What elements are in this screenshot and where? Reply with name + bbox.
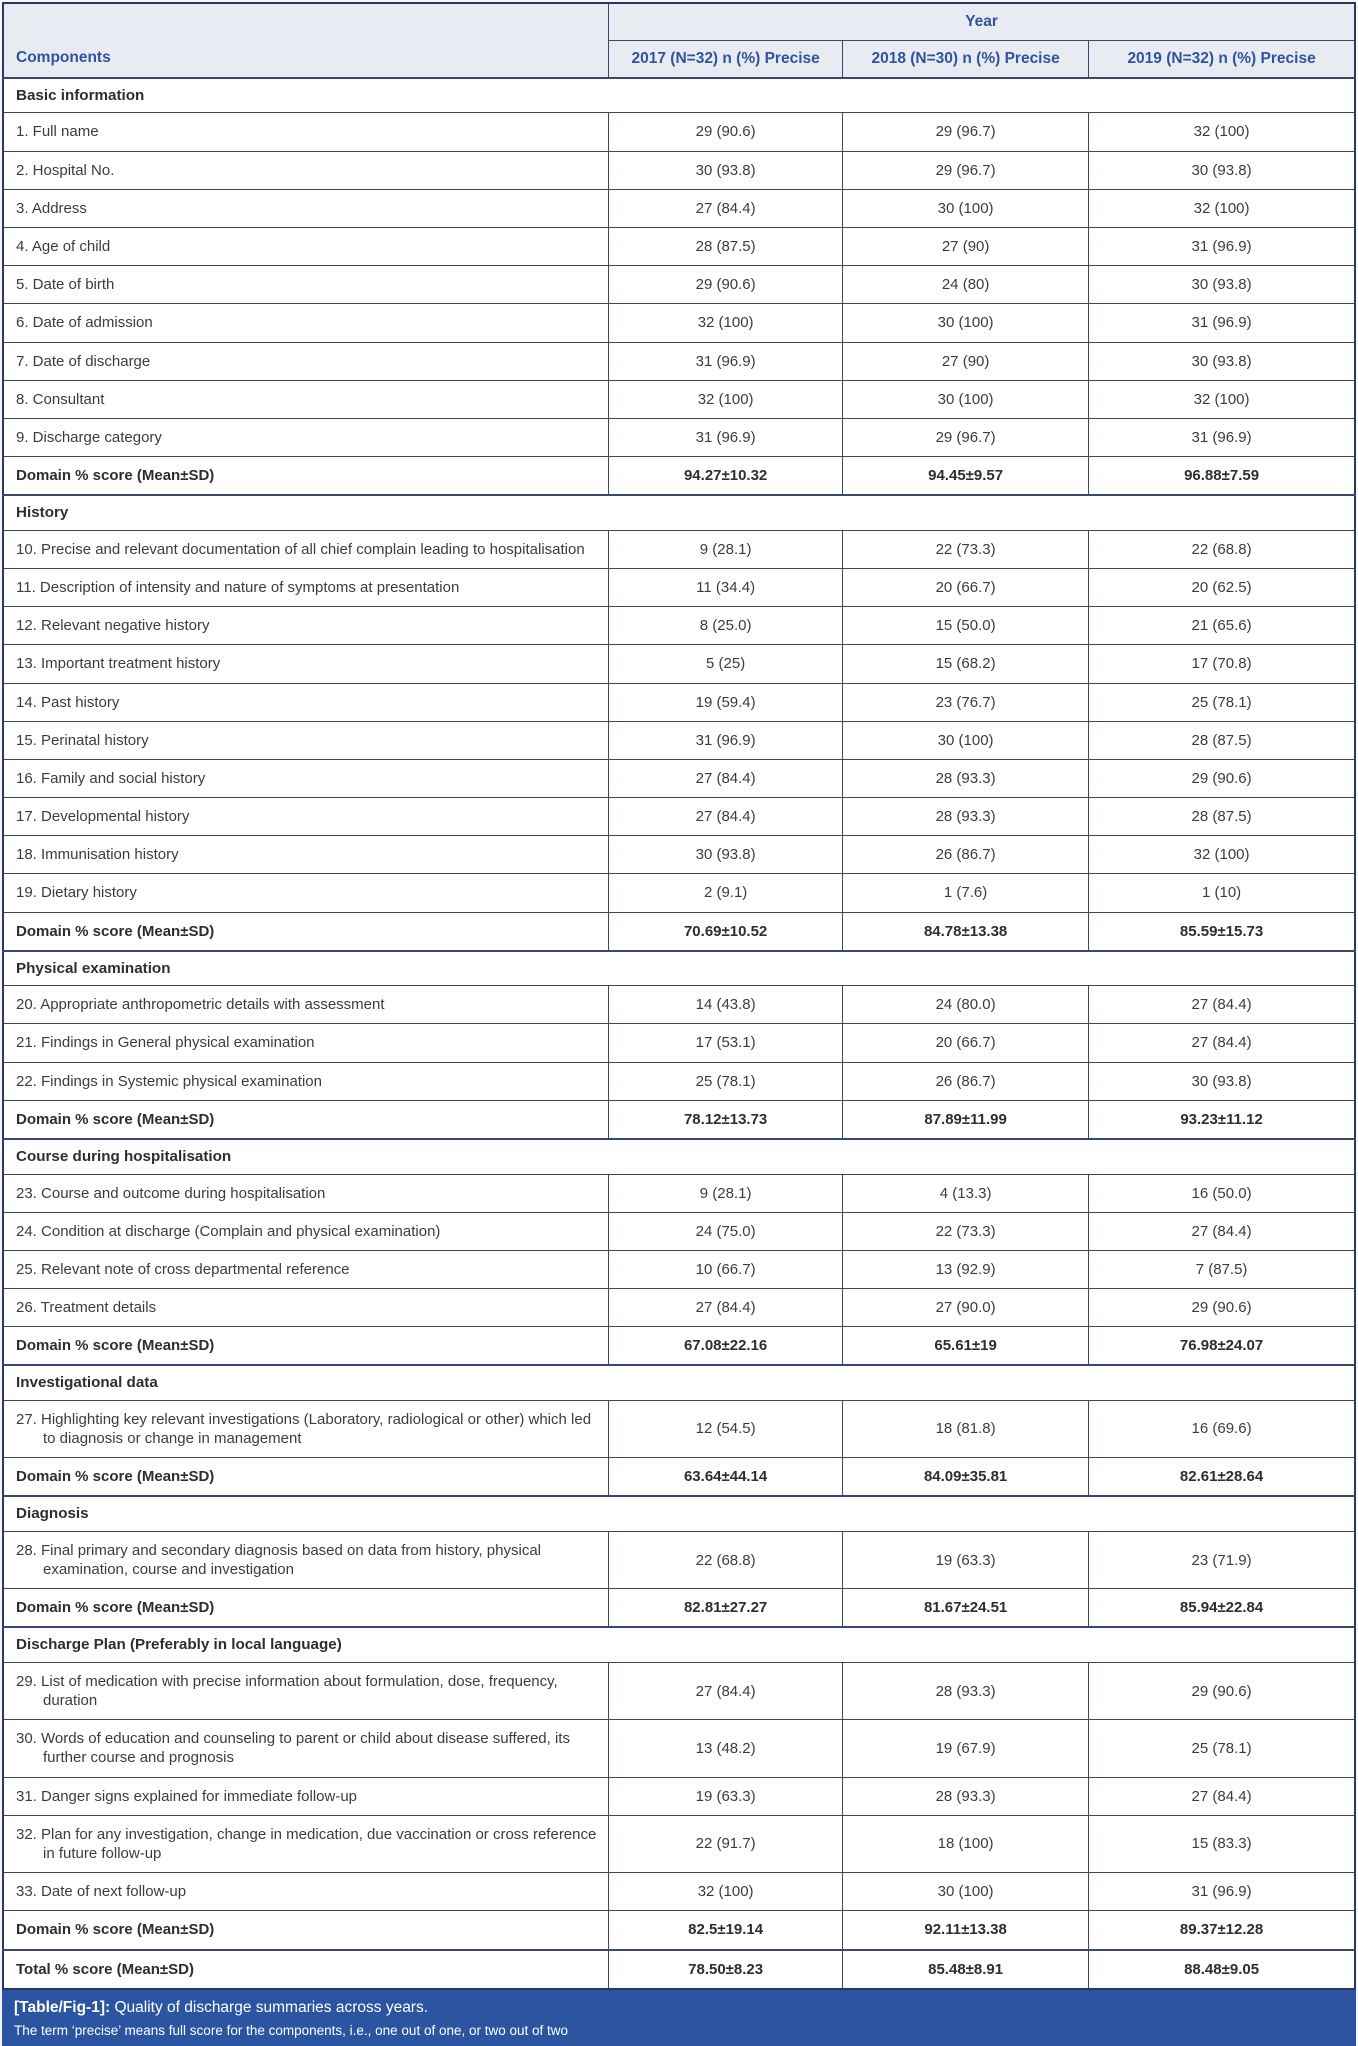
component-label: 26. Treatment details [16,1299,157,1317]
component-cell [3,228,609,266]
value-cell: 19 (63.3) [843,1531,1089,1588]
value-cell: 32 (100) [1089,836,1355,874]
table-caption-bar [2,1990,1356,2046]
value-cell: 32 (100) [609,380,843,418]
component-label: 25. Relevant note of cross departmental reference [16,1260,350,1278]
domain-score-value: 92.11±13.38 [843,1911,1089,1950]
domain-score-label: Domain % score (Mean±SD) [3,1100,609,1139]
domain-score-value: 76.98±24.07 [1089,1327,1355,1366]
component-label: 10. Precise and relevant documentation of all chief complain leading to hospitalisation [16,540,585,558]
domain-score-row [3,1589,1355,1628]
component-cell [3,645,609,683]
value-cell: 26 (86.7) [843,836,1089,874]
value-cell: 19 (59.4) [609,683,843,721]
table-row [3,986,1355,1024]
component-cell [3,1873,609,1911]
domain-score-value: 94.45±9.57 [843,457,1089,496]
domain-score-value: 84.78±13.38 [843,912,1089,951]
value-cell: 18 (81.8) [843,1400,1089,1457]
value-cell: 22 (73.3) [843,1212,1089,1250]
value-cell: 30 (100) [843,380,1089,418]
component-label: 16. Family and social history [16,769,206,787]
domain-score-value: 85.94±22.84 [1089,1589,1355,1628]
value-cell: 28 (87.5) [1089,721,1355,759]
total-score-value: 88.48±9.05 [1089,1950,1355,1989]
component-cell [3,607,609,645]
value-cell: 30 (93.8) [609,151,843,189]
component-cell [3,113,609,151]
component-label: 21. Findings in General physical examination [16,1034,315,1052]
table-row [3,1531,1355,1588]
component-label: 1. Full name [16,123,99,141]
value-cell: 27 (84.4) [609,1662,843,1719]
table-row [3,759,1355,797]
total-score-value: 85.48±8.91 [843,1950,1089,1989]
domain-score-value: 82.81±27.27 [609,1589,843,1628]
component-cell [3,151,609,189]
value-cell: 12 (54.5) [609,1400,843,1457]
year-group-header: Year [609,3,1355,41]
section-header-row [3,495,1355,530]
value-cell: 23 (71.9) [1089,1531,1355,1588]
component-cell [3,1720,609,1777]
value-cell: 31 (96.9) [1089,418,1355,456]
value-cell: 32 (100) [1089,380,1355,418]
value-cell: 27 (84.4) [609,1289,843,1327]
component-label: 29. List of medication with precise information about formulation, dose, frequency, duration [16,1672,558,1710]
value-cell: 30 (100) [843,304,1089,342]
value-cell: 14 (43.8) [609,986,843,1024]
component-label: 13. Important treatment history [16,655,221,673]
value-cell: 28 (87.5) [1089,798,1355,836]
table-row [3,380,1355,418]
domain-score-value: 65.61±19 [843,1327,1089,1366]
caption-tag: [Table/Fig-1]: [14,1998,111,2016]
component-label: 3. Address [16,199,87,217]
table-row [3,798,1355,836]
value-cell: 23 (76.7) [843,683,1089,721]
component-cell [3,1062,609,1100]
table-row [3,1024,1355,1062]
section-title: Physical examination [3,951,1355,986]
component-cell [3,1024,609,1062]
table-row [3,530,1355,568]
table-row [3,683,1355,721]
column-header-2018: 2018 (N=30) n (%) Precise [843,41,1089,79]
component-label: 2. Hospital No. [16,161,115,179]
section-header-row [3,1365,1355,1400]
value-cell: 30 (93.8) [1089,151,1355,189]
domain-score-value: 85.59±15.73 [1089,912,1355,951]
value-cell: 20 (66.7) [843,568,1089,606]
table-row [3,1062,1355,1100]
value-cell: 31 (96.9) [1089,228,1355,266]
component-label: 6. Date of admission [16,314,153,332]
table-row [3,645,1355,683]
section-title: History [3,495,1355,530]
table-row [3,607,1355,645]
value-cell: 8 (25.0) [609,607,843,645]
table-row [3,874,1355,912]
table-row [3,113,1355,151]
table-body [3,78,1355,1989]
page [2,2,1356,2046]
value-cell: 30 (93.8) [609,836,843,874]
domain-score-row [3,1327,1355,1366]
value-cell: 16 (50.0) [1089,1174,1355,1212]
value-cell: 27 (90) [843,228,1089,266]
value-cell: 27 (84.4) [609,798,843,836]
value-cell: 28 (93.3) [843,1662,1089,1719]
component-label: 5. Date of birth [16,276,115,294]
value-cell: 22 (68.8) [1089,530,1355,568]
value-cell: 10 (66.7) [609,1250,843,1288]
domain-score-label: Domain % score (Mean±SD) [3,912,609,951]
component-label: 11. Description of intensity and nature of symptoms at presentation [16,578,460,596]
component-cell [3,266,609,304]
component-cell [3,1250,609,1288]
domain-score-row [3,1911,1355,1950]
section-title: Investigational data [3,1365,1355,1400]
value-cell: 27 (84.4) [1089,1212,1355,1250]
domain-score-value: 94.27±10.32 [609,457,843,496]
component-label: 8. Consultant [16,390,105,408]
value-cell: 20 (62.5) [1089,568,1355,606]
component-label: 4. Age of child [16,238,111,256]
component-label: 7. Date of discharge [16,352,151,370]
components-column-header: Components [3,3,609,78]
value-cell: 15 (68.2) [843,645,1089,683]
table-row [3,151,1355,189]
value-cell: 29 (96.7) [843,151,1089,189]
value-cell: 31 (96.9) [1089,304,1355,342]
value-cell: 18 (100) [843,1815,1089,1872]
table-row [3,1212,1355,1250]
component-label: 22. Findings in Systemic physical examination [16,1072,322,1090]
component-cell [3,304,609,342]
value-cell: 27 (84.4) [1089,986,1355,1024]
value-cell: 22 (91.7) [609,1815,843,1872]
component-cell [3,798,609,836]
table-row [3,189,1355,227]
discharge-quality-table [2,2,1356,1990]
table-row [3,1873,1355,1911]
value-cell: 24 (75.0) [609,1212,843,1250]
value-cell: 31 (96.9) [609,342,843,380]
table-row [3,418,1355,456]
value-cell: 22 (68.8) [609,1531,843,1588]
value-cell: 24 (80.0) [843,986,1089,1024]
domain-score-label: Domain % score (Mean±SD) [3,1589,609,1628]
domain-score-value: 82.5±19.14 [609,1911,843,1950]
table-row [3,342,1355,380]
value-cell: 32 (100) [1089,189,1355,227]
value-cell: 28 (93.3) [843,1777,1089,1815]
domain-score-value: 87.89±11.99 [843,1100,1089,1139]
table-row [3,1174,1355,1212]
domain-score-value: 63.64±44.14 [609,1458,843,1497]
table-row [3,1400,1355,1457]
table-row [3,304,1355,342]
component-cell [3,530,609,568]
table-row [3,266,1355,304]
component-label: 9. Discharge category [16,428,162,446]
component-label: 14. Past history [16,693,120,711]
total-score-value: 78.50±8.23 [609,1950,843,1989]
component-label: 33. Date of next follow-up [16,1883,187,1901]
value-cell: 29 (90.6) [609,266,843,304]
value-cell: 16 (69.6) [1089,1400,1355,1457]
value-cell: 29 (90.6) [1089,1662,1355,1719]
column-header-2017: 2017 (N=32) n (%) Precise [609,41,843,79]
component-cell [3,759,609,797]
section-header-row [3,951,1355,986]
value-cell: 32 (100) [1089,113,1355,151]
table-row [3,1777,1355,1815]
value-cell: 1 (7.6) [843,874,1089,912]
component-label: 32. Plan for any investigation, change in medication, due vaccination or cross reference in future follow-up [16,1825,597,1863]
component-cell [3,568,609,606]
value-cell: 15 (83.3) [1089,1815,1355,1872]
component-label: 30. Words of education and counseling to parent or child about disease suffered, its further course and prognosis [16,1730,570,1767]
domain-score-row [3,912,1355,951]
table-row [3,836,1355,874]
value-cell: 30 (100) [843,721,1089,759]
value-cell: 1 (10) [1089,874,1355,912]
value-cell: 30 (93.8) [1089,1062,1355,1100]
value-cell: 22 (73.3) [843,530,1089,568]
domain-score-row [3,1458,1355,1497]
value-cell: 15 (50.0) [843,607,1089,645]
domain-score-row [3,457,1355,496]
value-cell: 32 (100) [609,304,843,342]
domain-score-value: 89.37±12.28 [1089,1911,1355,1950]
value-cell: 27 (84.4) [609,189,843,227]
value-cell: 32 (100) [609,1873,843,1911]
value-cell: 25 (78.1) [609,1062,843,1100]
caption-note: The term ‘precise’ means full score for the components, i.e., one out of one, or two out of two [14,2022,569,2038]
component-label: 15. Perinatal history [16,731,149,749]
domain-score-row [3,1100,1355,1139]
value-cell: 29 (90.6) [1089,1289,1355,1327]
component-cell [3,1531,609,1588]
domain-score-value: 93.23±11.12 [1089,1100,1355,1139]
component-label: 27. Highlighting key relevant investigations (Laboratory, radiological or other) which led to diagnosis or change in management [16,1410,592,1448]
domain-score-value: 67.08±22.16 [609,1327,843,1366]
component-label: 28. Final primary and secondary diagnosis based on data from history, physical examination, course and investigation [16,1541,541,1579]
section-header-row [3,1496,1355,1531]
value-cell: 9 (28.1) [609,530,843,568]
value-cell: 13 (92.9) [843,1250,1089,1288]
domain-score-value: 70.69±10.52 [609,912,843,951]
table-header [3,3,1355,78]
value-cell: 9 (28.1) [609,1174,843,1212]
value-cell: 30 (100) [843,1873,1089,1911]
component-label: 17. Developmental history [16,808,190,826]
value-cell: 11 (34.4) [609,568,843,606]
component-cell [3,189,609,227]
component-label: 24. Condition at discharge (Complain and physical examination) [16,1222,441,1240]
value-cell: 29 (96.7) [843,113,1089,151]
value-cell: 28 (87.5) [609,228,843,266]
component-cell [3,1815,609,1872]
domain-score-value: 84.09±35.81 [843,1458,1089,1497]
column-header-2019: 2019 (N=32) n (%) Precise [1089,41,1355,79]
table-row [3,1662,1355,1719]
value-cell: 31 (96.9) [1089,1873,1355,1911]
component-cell [3,1212,609,1250]
component-label: 19. Dietary history [16,884,137,902]
section-header-row [3,78,1355,113]
value-cell: 19 (67.9) [843,1720,1089,1777]
component-cell [3,380,609,418]
value-cell: 25 (78.1) [1089,1720,1355,1777]
component-cell [3,1174,609,1212]
component-label: 23. Course and outcome during hospitalisation [16,1184,326,1202]
component-cell [3,1289,609,1327]
table-row [3,1289,1355,1327]
domain-score-label: Domain % score (Mean±SD) [3,1911,609,1950]
component-label: 18. Immunisation history [16,846,179,864]
domain-score-value: 81.67±24.51 [843,1589,1089,1628]
domain-score-label: Domain % score (Mean±SD) [3,1327,609,1366]
component-cell [3,721,609,759]
component-cell [3,1400,609,1457]
value-cell: 29 (96.7) [843,418,1089,456]
domain-score-value: 96.88±7.59 [1089,457,1355,496]
value-cell: 31 (96.9) [609,721,843,759]
value-cell: 30 (93.8) [1089,342,1355,380]
value-cell: 20 (66.7) [843,1024,1089,1062]
value-cell: 4 (13.3) [843,1174,1089,1212]
domain-score-value: 78.12±13.73 [609,1100,843,1139]
component-cell [3,1662,609,1719]
value-cell: 19 (63.3) [609,1777,843,1815]
table-row [3,1720,1355,1777]
value-cell: 30 (100) [843,189,1089,227]
value-cell: 27 (90) [843,342,1089,380]
section-title: Diagnosis [3,1496,1355,1531]
value-cell: 25 (78.1) [1089,683,1355,721]
table-row [3,1815,1355,1872]
value-cell: 30 (93.8) [1089,266,1355,304]
domain-score-label: Domain % score (Mean±SD) [3,1458,609,1497]
table-row [3,228,1355,266]
section-title: Basic information [3,78,1355,113]
table-row [3,1250,1355,1288]
caption-line [14,1999,1344,2017]
value-cell: 28 (93.3) [843,759,1089,797]
value-cell: 21 (65.6) [1089,607,1355,645]
value-cell: 17 (53.1) [609,1024,843,1062]
component-cell [3,836,609,874]
caption-text: Quality of discharge summaries across years. [114,1998,429,2016]
value-cell: 27 (84.4) [609,759,843,797]
value-cell: 27 (84.4) [1089,1777,1355,1815]
section-title: Course during hospitalisation [3,1139,1355,1174]
value-cell: 13 (48.2) [609,1720,843,1777]
value-cell: 24 (80) [843,266,1089,304]
table-row [3,721,1355,759]
value-cell: 5 (25) [609,645,843,683]
value-cell: 27 (84.4) [1089,1024,1355,1062]
value-cell: 2 (9.1) [609,874,843,912]
component-label: 20. Appropriate anthropometric details with assessment [16,996,385,1014]
value-cell: 29 (90.6) [609,113,843,151]
table-row [3,568,1355,606]
value-cell: 27 (90.0) [843,1289,1089,1327]
component-cell [3,683,609,721]
component-label: 31. Danger signs explained for immediate follow-up [16,1787,358,1805]
section-header-row [3,1627,1355,1662]
component-label: 12. Relevant negative history [16,617,210,635]
value-cell: 17 (70.8) [1089,645,1355,683]
domain-score-label: Domain % score (Mean±SD) [3,457,609,496]
component-cell [3,418,609,456]
section-header-row [3,1139,1355,1174]
value-cell: 28 (93.3) [843,798,1089,836]
component-cell [3,874,609,912]
component-cell [3,986,609,1024]
value-cell: 26 (86.7) [843,1062,1089,1100]
value-cell: 31 (96.9) [609,418,843,456]
value-cell: 7 (87.5) [1089,1250,1355,1288]
total-score-row [3,1950,1355,1989]
section-title: Discharge Plan (Preferably in local language) [3,1627,1355,1662]
component-cell [3,1777,609,1815]
value-cell: 29 (90.6) [1089,759,1355,797]
domain-score-value: 82.61±28.64 [1089,1458,1355,1497]
total-score-label: Total % score (Mean±SD) [3,1950,609,1989]
component-cell [3,342,609,380]
